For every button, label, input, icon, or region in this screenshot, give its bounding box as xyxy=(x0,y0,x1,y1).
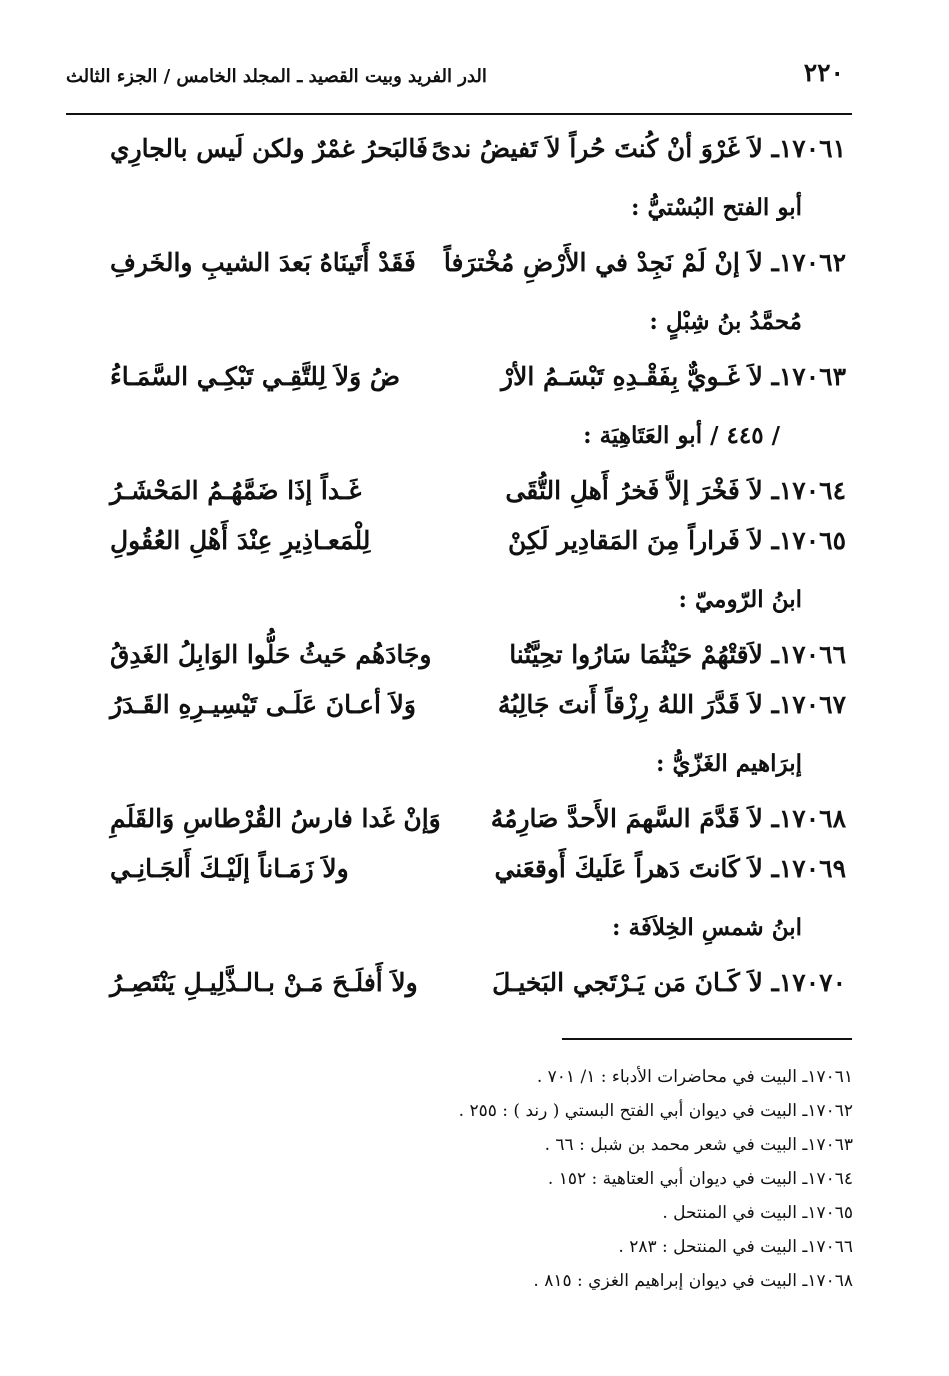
footnote: ١٧٠٦٦ـ البيت في المنتحل : ٢٨٣ . xyxy=(618,1237,853,1257)
footnote: ١٧٠٦١ـ البيت في محاضرات الأدباء : ١/ ٧٠١ . xyxy=(536,1067,853,1087)
footnote: ١٧٠٦٨ـ البيت في ديوان إبراهيم الغزي : ٨١٥ . xyxy=(533,1271,853,1291)
poet-heading-khilafa xyxy=(60,904,852,962)
footnote: ١٧٠٦٣ـ البيت في شعر محمد بن شبل : ٦٦ . xyxy=(544,1135,853,1155)
verse-17068 xyxy=(60,798,852,848)
poet-name: إبرَاهيم الغَزّيُّ : xyxy=(656,750,802,777)
verse-first-hemistich: ١٧٠٦٨ـ لاَ قَدَّمَ السَّهمَ الأَحدَّ صَارِمُهُ xyxy=(490,804,846,833)
verse-first-hemistich: ١٧٠٦٤ـ لاَ فَخْرَ إلاَّ فَخرُ أَهلِ التُّقَى xyxy=(505,476,846,505)
poet-heading-shibl xyxy=(60,298,852,356)
poet-heading-rumi xyxy=(60,576,852,634)
verse-first-hemistich: ١٧٠٦١ـ لاَ غَرْوَ أنْ كُنتَ حُراً لاَ تَفيضُ ندىً xyxy=(431,134,846,163)
verse-17062 xyxy=(60,242,852,298)
footnote: ١٧٠٦٤ـ البيت في ديوان أبي العتاهية : ١٥٢ . xyxy=(547,1169,853,1189)
verse-second-hemistich: لِلْمَعـاذِيرِ عِنْدَ أَهْلِ العُقُولِ xyxy=(110,526,371,555)
verse-17065 xyxy=(60,520,852,576)
poet-name: / ٤٤٥ / أبو العَتَاهِيَة : xyxy=(583,422,780,449)
verse-second-hemistich: ولاَ زَمَـاناً إلَيْـكَ أَلجَـانِـي xyxy=(110,854,349,883)
verse-second-hemistich: وَلاَ أعـانَ عَلَـى تَيْسِيـرِهِ القَـدَرُ xyxy=(110,690,416,719)
poem-body xyxy=(60,128,852,1018)
verse-first-hemistich: ١٧٠٦٧ـ لاَ قَدَّرَ اللهُ رِزْقاً أَنتَ جَالِبُهُ xyxy=(497,690,846,719)
verse-first-hemistich: ١٧٠٦٣ـ لاَ غَـويٌّ بِفَقْـدِهِ تَبْسَـمُ الأرْ xyxy=(501,362,846,391)
verse-first-hemistich: ١٧٠٦٥ـ لاَ فَراراً مِنَ المَقادِير لَكِنْ xyxy=(508,526,846,555)
poet-name: ابنُ الرّوميّ : xyxy=(678,586,802,613)
poet-name: مُحمَّدُ بنُ شِبْلٍ : xyxy=(649,308,802,335)
verse-second-hemistich: ولاَ أَفلَـحَ مَـنْ بـالـذَّلِيـلِ يَنْتَصِـرُ xyxy=(110,968,418,997)
page-number: ٢٢٠ xyxy=(803,58,844,87)
poet-heading-atahiya xyxy=(60,412,852,470)
poet-name: أبو الفتح البُسْتيُّ : xyxy=(631,194,802,221)
verse-first-hemistich: ١٧٠٧٠ـ لاَ كَـانَ مَن يَـرْتَجي البَخيـلَ xyxy=(492,968,846,997)
verse-second-hemistich: وجَادَهُم حَيثُ حَلُّوا الوَابِلُ الغَدِقُ xyxy=(110,640,432,669)
verse-second-hemistich: فَقَدْ أَتَينَاهُ بَعدَ الشيبِ والخَرفِ xyxy=(110,248,416,277)
poet-heading-bustiy xyxy=(60,184,852,242)
verse-17064 xyxy=(60,470,852,520)
running-title: الدر الفريد وبيت القصيد ـ المجلد الخامس / الجزء الثالث xyxy=(66,66,487,87)
verse-17069 xyxy=(60,848,852,904)
poet-heading-ghazzi xyxy=(60,740,852,798)
poet-name: ابنُ شمسِ الخِلاَفَة : xyxy=(612,914,802,941)
verse-second-hemistich: غَـداً إذَا ضَمَّهُـمُ المَحْشَـرُ xyxy=(110,476,362,505)
verse-second-hemistich: وَإنْ غَدا فارسُ القُرْطاسِ وَالقَلَمِ xyxy=(110,804,441,833)
footnote: ١٧٠٦٥ـ البيت في المنتحل . xyxy=(662,1203,853,1223)
verse-17067 xyxy=(60,684,852,740)
header-rule xyxy=(66,113,852,115)
verse-17063 xyxy=(60,356,852,412)
footnote: ١٧٠٦٢ـ البيت في ديوان أبي الفتح البستي ( رند ) : ٢٥٥ . xyxy=(458,1101,853,1121)
verse-17070 xyxy=(60,962,852,1018)
verse-first-hemistich: ١٧٠٦٩ـ لاَ كَانتَ دَهراً عَلَيكَ أَوقعَني xyxy=(494,854,846,883)
verse-second-hemistich: ضُ وَلاَ لِلتَّقِـي تَبْكِـي السَّمَـاءُ xyxy=(110,362,401,391)
footnotes xyxy=(133,1060,853,1298)
verse-first-hemistich: ١٧٠٦٦ـ لاَقتْهُمْ حَيْثُمَا سَارُوا تحِيَّتُنا xyxy=(509,640,846,669)
footnotes-rule xyxy=(562,1038,852,1040)
verse-17061 xyxy=(60,128,852,184)
verse-second-hemistich: فَالبَحرُ غمْرٌ ولكن لَيس بالجارِي xyxy=(110,134,428,163)
verse-17066 xyxy=(60,634,852,684)
page-header xyxy=(66,56,850,102)
verse-first-hemistich: ١٧٠٦٢ـ لاَ إنْ لَمْ نَجِدْ في الأَرْضِ مُخْترَفاً xyxy=(443,248,846,277)
